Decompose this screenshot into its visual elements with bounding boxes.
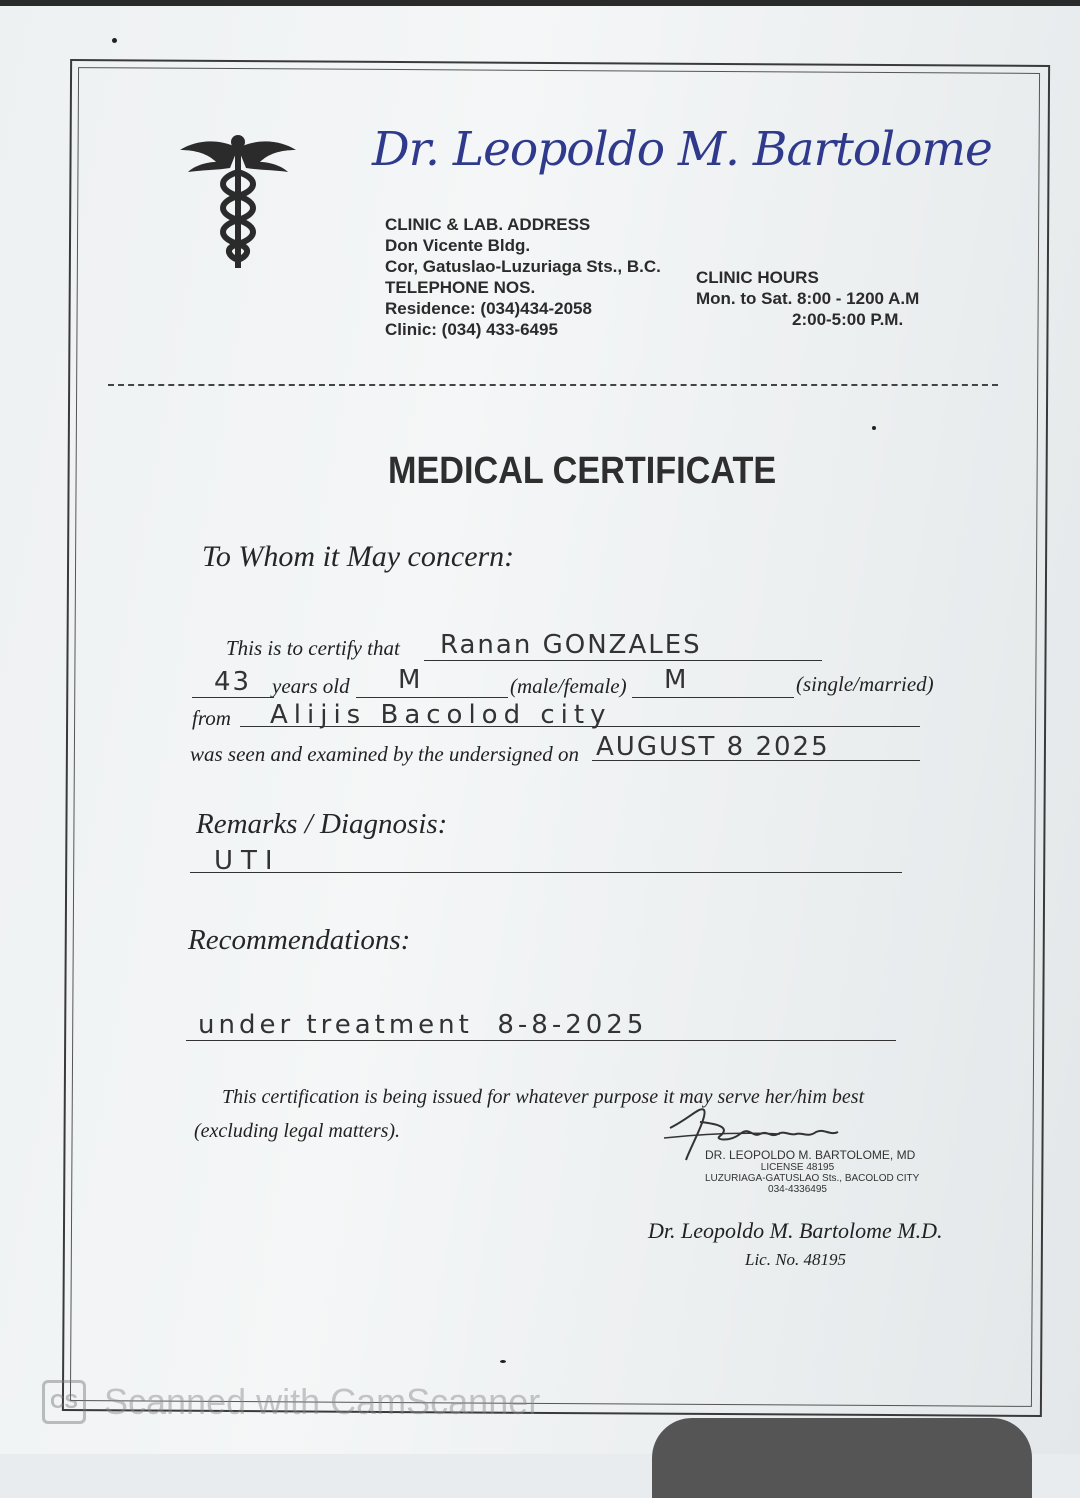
clinic-hours-line: 2:00-5:00 P.M.: [792, 310, 904, 329]
exam-date: AUGUST 8 2025: [596, 732, 830, 762]
scan-speck: [112, 38, 117, 43]
civil-status-label: (single/married): [796, 672, 934, 696]
civil-status-line: [632, 697, 794, 698]
signatory-license: Lic. No. 48195: [745, 1250, 847, 1269]
age-label: years old: [272, 674, 350, 698]
recommendation-line: [186, 1040, 896, 1041]
age-line: [192, 697, 274, 698]
clinic-hours-line: Mon. to Sat. 8:00 - 1200 A.M: [696, 289, 920, 308]
stamp-phone: 034-4336495: [768, 1184, 827, 1195]
recommendations-heading: Recommendations:: [188, 924, 411, 956]
scan-speck: [872, 426, 876, 430]
certify-label: This is to certify that: [226, 636, 400, 660]
address-line: Cor, Gatuslao-Luzuriaga Sts., B.C.: [385, 257, 661, 276]
patient-name: Ranan GONZALES: [440, 630, 702, 660]
sex-line: [356, 697, 508, 698]
exam-label: was seen and examined by the undersigned on: [190, 742, 580, 766]
signatory-name: Dr. Leopoldo M. Bartolome M.D.: [648, 1218, 943, 1243]
clinic-hours-block: [696, 267, 919, 330]
patient-age: 43: [214, 667, 252, 697]
name-line: [424, 660, 822, 661]
caduceus-icon: [178, 128, 298, 273]
camscanner-watermark: [42, 1378, 540, 1426]
scan-speck: [500, 1360, 506, 1363]
header-divider: [108, 384, 998, 386]
stamp-name: DR. LEOPOLDO M. BARTOLOME, MD: [705, 1148, 916, 1162]
civil-status: M: [664, 665, 689, 695]
stamp-address: LUZURIAGA-GATUSLAO Sts., BACOLOD CITY: [705, 1173, 920, 1184]
certification-note-2: (excluding legal matters).: [194, 1120, 401, 1142]
camscanner-logo-icon: CS: [42, 1380, 86, 1424]
address-line: CLINIC & LAB. ADDRESS: [385, 215, 591, 234]
address-line: TELEPHONE NOS.: [385, 278, 536, 297]
scan-edge-shadow: [0, 0, 1080, 6]
clinic-address-block: [385, 214, 661, 340]
certificate-title: MEDICAL CERTIFICATE: [388, 450, 777, 492]
doctor-name-header: Dr. Leopoldo M. Bartolome: [372, 122, 992, 177]
remarks-heading: Remarks / Diagnosis:: [196, 808, 448, 840]
clinic-hours-title: CLINIC HOURS: [696, 268, 819, 287]
recommendation: under treatment 8-8-2025: [198, 1010, 648, 1040]
diagnosis-line: [190, 872, 902, 873]
from-label: from: [192, 706, 231, 730]
watermark-text: Scanned with CamScanner: [104, 1381, 541, 1422]
patient-address: Alijis Bacolod city: [270, 700, 612, 730]
thumb-shadow: [652, 1418, 1032, 1498]
certification-note: This certification is being issued for whatever purpose it may serve her/him best: [222, 1086, 865, 1108]
address-line: Residence: (034)434-2058: [385, 299, 592, 318]
patient-sex: M: [398, 665, 423, 695]
salutation: To Whom it May concern:: [202, 540, 515, 573]
address-line: Don Vicente Bldg.: [385, 236, 531, 255]
doctor-stamp: [705, 1148, 920, 1195]
sex-label: (male/female): [510, 674, 627, 698]
address-line: Clinic: (034) 433-6495: [385, 320, 558, 339]
stamp-license: LICENSE 48195: [760, 1162, 835, 1173]
diagnosis: UTI: [214, 846, 281, 876]
